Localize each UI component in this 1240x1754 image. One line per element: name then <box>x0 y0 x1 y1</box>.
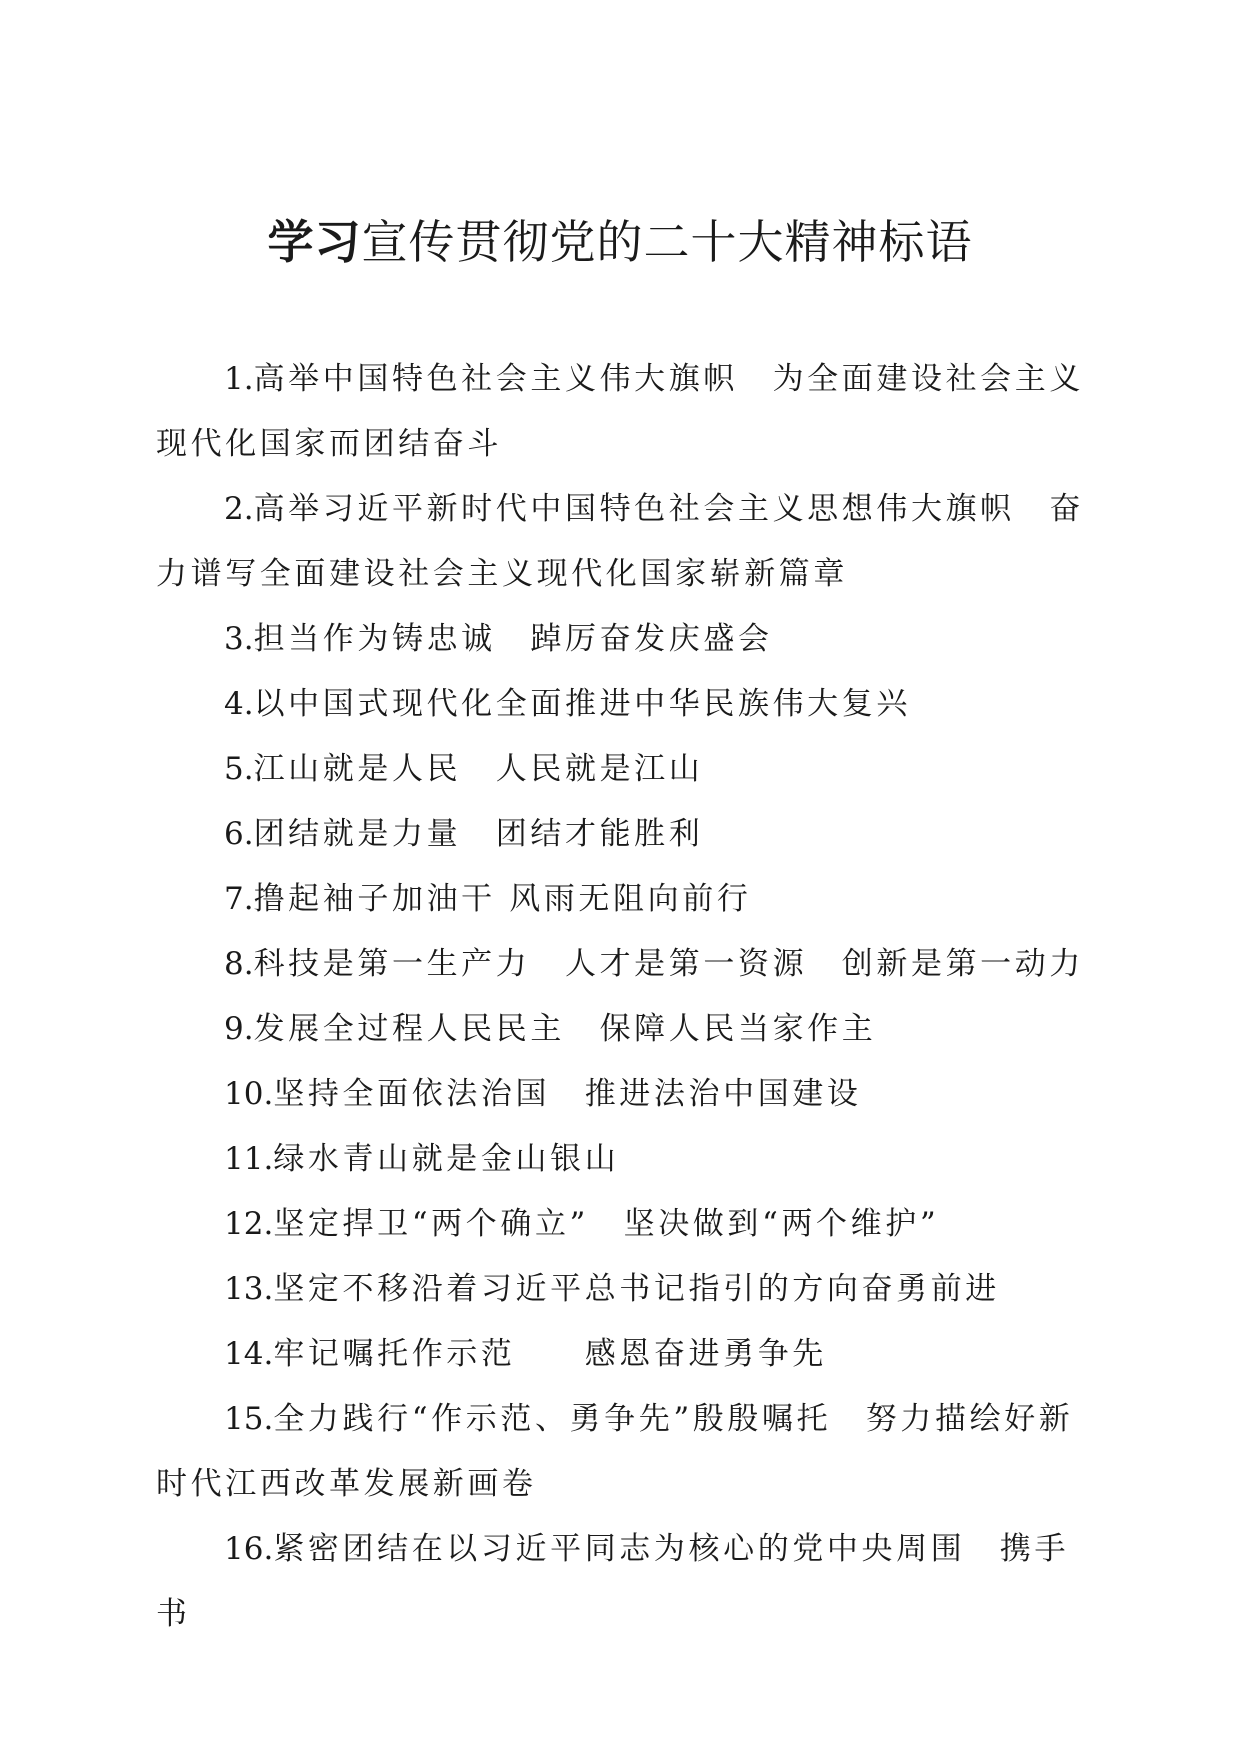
title-regular-part: 宣传贯彻党的二十大精神标语 <box>361 215 973 269</box>
slogan-number: 2. <box>224 491 254 527</box>
slogan-number: 13. <box>224 1271 274 1307</box>
slogan-text: 担当作为铸忠诚 踔厉奋发庆盛会 <box>253 621 773 657</box>
slogan-item <box>156 737 1086 802</box>
slogan-list <box>156 347 1086 1647</box>
slogan-item <box>156 1127 1086 1192</box>
slogan-item <box>156 607 1086 672</box>
slogan-number: 9. <box>224 1011 254 1047</box>
slogan-item <box>156 1322 1086 1387</box>
slogan-text: 以中国式现代化全面推进中华民族伟大复兴 <box>253 686 911 722</box>
slogan-item <box>156 477 1086 607</box>
slogan-text: 坚定不移沿着习近平总书记指引的方向奋勇前进 <box>273 1271 1000 1307</box>
slogan-item <box>156 1062 1086 1127</box>
slogan-number: 4. <box>224 686 254 722</box>
slogan-number: 10. <box>224 1076 274 1112</box>
slogan-number: 12. <box>224 1206 274 1242</box>
slogan-item <box>156 997 1086 1062</box>
slogan-text: 团结就是力量 团结才能胜利 <box>253 816 704 852</box>
slogan-text: 高举习近平新时代中国特色社会主义思想伟大旗帜 奋力谱写全面建设社会主义现代化国家崭新篇章 <box>156 491 1084 592</box>
slogan-text: 牢记嘱托作示范 感恩奋进勇争先 <box>273 1336 827 1372</box>
slogan-item <box>156 867 1086 932</box>
slogan-number: 11. <box>224 1141 274 1177</box>
slogan-number: 7. <box>224 881 254 917</box>
slogan-item <box>156 1192 1086 1257</box>
slogan-number: 15. <box>224 1401 274 1437</box>
slogan-text: 紧密团结在以习近平同志为核心的党中央周围 携手书 <box>156 1531 1070 1632</box>
slogan-item <box>156 1387 1086 1517</box>
slogan-item <box>156 1517 1086 1647</box>
slogan-item <box>156 932 1086 997</box>
slogan-item <box>156 347 1086 477</box>
document-title <box>0 212 1240 272</box>
slogan-number: 6. <box>224 816 254 852</box>
slogan-number: 16. <box>224 1531 274 1567</box>
slogan-text: 坚定捍卫“两个确立” 坚决做到“两个维护” <box>273 1206 940 1242</box>
slogan-text: 发展全过程人民民主 保障人民当家作主 <box>253 1011 877 1047</box>
slogan-text: 科技是第一生产力 人才是第一资源 创新是第一动力 <box>253 946 1084 982</box>
slogan-number: 3. <box>224 621 254 657</box>
slogan-text: 绿水青山就是金山银山 <box>273 1141 620 1177</box>
slogan-text: 全力践行“作示范、勇争先”殷殷嘱托 努力描绘好新时代江西改革发展新画卷 <box>156 1401 1074 1502</box>
slogan-item <box>156 1257 1086 1322</box>
slogan-number: 14. <box>224 1336 274 1372</box>
slogan-text: 撸起袖子加油干 风雨无阻向前行 <box>253 881 752 917</box>
slogan-number: 1. <box>224 361 254 397</box>
slogan-number: 5. <box>224 751 254 787</box>
slogan-text: 坚持全面依法治国 推进法治中国建设 <box>273 1076 862 1112</box>
slogan-text: 高举中国特色社会主义伟大旗帜 为全面建设社会主义现代化国家而团结奋斗 <box>156 361 1084 462</box>
slogan-number: 8. <box>224 946 254 982</box>
slogan-text: 江山就是人民 人民就是江山 <box>253 751 704 787</box>
title-bold-part: 学习 <box>267 215 362 269</box>
slogan-item <box>156 802 1086 867</box>
slogan-item <box>156 672 1086 737</box>
